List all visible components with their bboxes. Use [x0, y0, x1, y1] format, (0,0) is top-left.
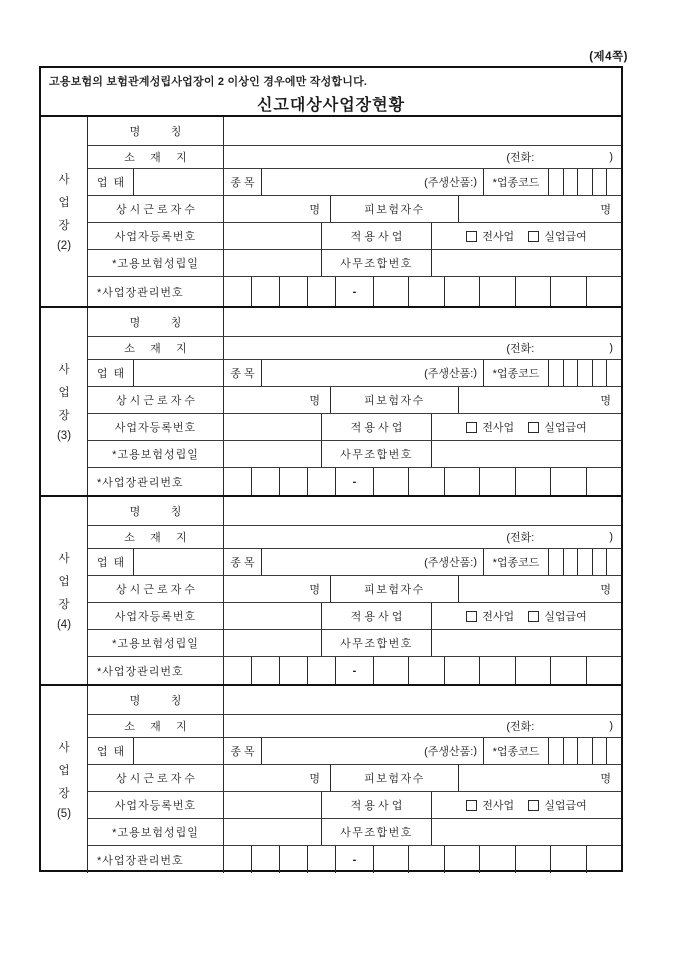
insured-count-input-cell[interactable] — [459, 576, 621, 602]
business-type-input-cell[interactable] — [134, 360, 224, 386]
mgmt-no-digit-cell[interactable] — [516, 277, 551, 306]
persons-unit-label: 명 — [600, 584, 611, 596]
worksite-section-rows — [88, 308, 621, 495]
mgmt-no-separator: - — [336, 277, 374, 306]
insured-count-input-cell[interactable] — [459, 765, 621, 791]
persons-unit-label: 명 — [309, 395, 320, 407]
industry-code-cells — [549, 738, 621, 764]
applied-business-options — [432, 792, 621, 818]
regular-workers-label: 상 시 근 로 자 수 — [88, 576, 224, 602]
mgmt-no-digit-cell[interactable] — [252, 468, 280, 495]
insurance-establish-date-input-cell[interactable] — [224, 630, 322, 656]
insurance-date-row — [88, 441, 621, 468]
registration-row — [88, 792, 621, 819]
mgmt-no-digit-cell[interactable] — [308, 468, 336, 495]
form-instruction-note: 고용보험의 보험관계성립사업장이 2 이상인 경우에만 작성합니다. — [49, 76, 368, 88]
mgmt-no-digit-cell[interactable] — [374, 657, 409, 684]
persons-unit-label: 명 — [309, 204, 320, 216]
main-product-label: (주생산품: — [424, 557, 474, 569]
checkbox-icon[interactable] — [466, 422, 477, 433]
unemployment-benefit-checkbox-label: 실업급여 — [544, 231, 587, 243]
mgmt-no-digit-cell[interactable] — [516, 657, 551, 684]
worksite-section-rows — [88, 686, 621, 873]
mgmt-no-digit-cell[interactable] — [480, 468, 515, 495]
office-union-no-input-cell[interactable] — [432, 819, 621, 845]
vertical-label-char: 사 — [58, 364, 70, 376]
mgmt-no-digit-cell[interactable] — [409, 846, 444, 873]
regular-workers-input-cell[interactable] — [224, 196, 331, 222]
main-product-close-paren: ) — [473, 745, 477, 757]
mgmt-no-digit-cell[interactable] — [445, 277, 480, 306]
vertical-label-char: 장 — [58, 410, 70, 422]
mgmt-no-digit-cell[interactable] — [280, 277, 308, 306]
checkbox-icon[interactable] — [466, 231, 477, 242]
phone-close-paren: ) — [609, 531, 613, 543]
vertical-label-char: 업 — [58, 576, 70, 588]
form-title: 신고대상사업장현황 — [256, 97, 406, 114]
all-business-checkbox[interactable] — [466, 797, 514, 813]
insured-count-label: 피보험자수 — [331, 196, 459, 222]
applied-business-options — [432, 603, 621, 629]
mgmt-no-digit-cell[interactable] — [480, 846, 515, 873]
worksite-section-vertical-label — [41, 686, 88, 873]
office-union-no-label: 사무조합번호 — [322, 441, 432, 467]
mgmt-no-digit-cell[interactable] — [587, 277, 621, 306]
mgmt-no-digit-cell[interactable] — [551, 468, 586, 495]
persons-unit-label: 명 — [309, 584, 320, 596]
industry-code-digit-cell[interactable] — [607, 549, 621, 575]
item-label: 종 목 — [224, 549, 262, 575]
checkbox-icon[interactable] — [528, 611, 539, 622]
mgmt-no-digit-cell[interactable] — [224, 277, 252, 306]
office-union-no-label: 사무조합번호 — [322, 819, 432, 845]
checkbox-icon[interactable] — [528, 231, 539, 242]
mgmt-no-digit-cell[interactable] — [445, 846, 480, 873]
phone-close-paren: ) — [609, 151, 613, 163]
mgmt-no-digit-cell[interactable] — [587, 846, 621, 873]
office-union-no-label: 사무조합번호 — [322, 250, 432, 276]
industry-code-label: *업종코드 — [484, 360, 549, 386]
industry-code-digit-cell[interactable] — [593, 738, 608, 764]
vertical-label-char: 장 — [58, 599, 70, 611]
mgmt-no-digit-cell[interactable] — [551, 657, 586, 684]
phone-label: (전화: — [506, 343, 535, 355]
industry-code-digit-cell[interactable] — [578, 169, 593, 195]
mgmt-no-digit-cell[interactable] — [308, 277, 336, 306]
business-type-input-cell[interactable] — [134, 738, 224, 764]
applied-business-label: 적 용 사 업 — [322, 223, 432, 249]
mgmt-no-digit-cell[interactable] — [224, 657, 252, 684]
vertical-label-char: 사 — [58, 553, 70, 565]
persons-unit-label: 명 — [309, 773, 320, 785]
regular-workers-input-cell[interactable] — [224, 387, 331, 413]
all-business-checkbox[interactable] — [466, 419, 514, 435]
industry-code-cells — [549, 360, 621, 386]
unemployment-benefit-checkbox[interactable] — [528, 419, 587, 435]
workers-row — [88, 576, 621, 603]
location-row — [88, 337, 621, 360]
main-product-input-cell[interactable] — [262, 360, 484, 386]
insurance-establish-date-label: *고용보험성립일 — [88, 630, 224, 656]
mgmt-no-digit-cell[interactable] — [551, 277, 586, 306]
worksite-section-vertical-label — [41, 497, 88, 684]
worksite-section — [41, 117, 621, 306]
management-number-row — [88, 657, 621, 684]
industry-code-digit-cell[interactable] — [549, 169, 564, 195]
industry-code-digit-cell[interactable] — [607, 738, 621, 764]
phone-close-paren: ) — [609, 342, 613, 354]
name-label: 명 칭 — [88, 117, 224, 145]
checkbox-icon[interactable] — [528, 422, 539, 433]
mgmt-no-cells — [374, 657, 621, 684]
applied-business-label: 적 용 사 업 — [322, 603, 432, 629]
all-business-checkbox-label: 전사업 — [482, 800, 515, 812]
vertical-label-char: 장 — [58, 788, 70, 800]
office-union-no-input-cell[interactable] — [432, 250, 621, 276]
name-input-cell[interactable] — [224, 686, 621, 714]
office-union-no-label: 사무조합번호 — [322, 630, 432, 656]
mgmt-no-digit-cell[interactable] — [374, 468, 409, 495]
business-type-input-cell[interactable] — [134, 549, 224, 575]
mgmt-no-cells — [374, 277, 621, 306]
main-product-input-cell[interactable] — [262, 738, 484, 764]
unemployment-benefit-checkbox[interactable] — [528, 797, 587, 813]
unemployment-benefit-checkbox-label: 실업급여 — [544, 800, 587, 812]
business-type-label: 업 태 — [88, 738, 134, 764]
name-input-cell[interactable] — [224, 117, 621, 145]
business-type-row — [88, 738, 621, 765]
location-row — [88, 715, 621, 738]
mgmt-no-digit-cell[interactable] — [252, 277, 280, 306]
worksite-section-rows — [88, 117, 621, 306]
applied-business-options — [432, 223, 621, 249]
mgmt-no-digit-cell[interactable] — [409, 657, 444, 684]
vertical-label-char: 장 — [58, 220, 70, 232]
industry-code-cells — [549, 169, 621, 195]
office-union-no-input-cell[interactable] — [432, 630, 621, 656]
vertical-label-char: 업 — [58, 197, 70, 209]
main-product-input-cell[interactable] — [262, 549, 484, 575]
worksite-section — [41, 306, 621, 495]
office-union-no-input-cell[interactable] — [432, 441, 621, 467]
insurance-date-row — [88, 250, 621, 277]
mgmt-no-digit-cell[interactable] — [587, 657, 621, 684]
site-mgmt-no-label: *사업장관리번호 — [88, 657, 224, 684]
mgmt-no-digit-cell[interactable] — [374, 846, 409, 873]
business-reg-no-label: 사업자등록번호 — [88, 603, 224, 629]
all-business-checkbox-label: 전사업 — [482, 231, 515, 243]
business-reg-no-input-cell[interactable] — [224, 414, 322, 440]
name-label: 명 칭 — [88, 308, 224, 336]
industry-code-digit-cell[interactable] — [593, 169, 608, 195]
main-product-input-cell[interactable] — [262, 169, 484, 195]
location-input-cell[interactable] — [224, 146, 621, 168]
business-reg-no-input-cell[interactable] — [224, 792, 322, 818]
mgmt-no-separator: - — [336, 657, 374, 684]
business-type-label: 업 태 — [88, 549, 134, 575]
location-input-cell[interactable] — [224, 715, 621, 737]
workers-row — [88, 196, 621, 223]
mgmt-no-digit-cell[interactable] — [445, 657, 480, 684]
name-label: 명 칭 — [88, 686, 224, 714]
management-number-row — [88, 277, 621, 306]
industry-code-digit-cell[interactable] — [593, 549, 608, 575]
industry-code-digit-cell[interactable] — [549, 549, 564, 575]
all-business-checkbox[interactable] — [466, 228, 514, 244]
phone-label: (전화: — [506, 532, 535, 544]
location-label: 소 재 지 — [88, 526, 224, 548]
business-reg-no-label: 사업자등록번호 — [88, 792, 224, 818]
worksite-section-number: (4) — [56, 619, 72, 631]
checkbox-icon[interactable] — [466, 800, 477, 811]
business-type-input-cell[interactable] — [134, 169, 224, 195]
insurance-establish-date-input-cell[interactable] — [224, 250, 322, 276]
insured-count-input-cell[interactable] — [459, 196, 621, 222]
insurance-establish-date-label: *고용보험성립일 — [88, 441, 224, 467]
item-label: 종 목 — [224, 169, 262, 195]
mgmt-no-cells — [374, 846, 621, 873]
name-row — [88, 117, 621, 146]
insurance-establish-date-label: *고용보험성립일 — [88, 250, 224, 276]
all-business-checkbox-label: 전사업 — [482, 422, 515, 434]
location-input-cell[interactable] — [224, 337, 621, 359]
main-product-label: (주생산품: — [424, 746, 474, 758]
mgmt-no-digit-cell[interactable] — [280, 846, 308, 873]
all-business-checkbox-label: 전사업 — [482, 611, 515, 623]
vertical-label-char: 사 — [58, 174, 70, 186]
persons-unit-label: 명 — [600, 204, 611, 216]
mgmt-no-digit-cell[interactable] — [374, 277, 409, 306]
insurance-establish-date-input-cell[interactable] — [224, 441, 322, 467]
industry-code-cells — [549, 549, 621, 575]
worksite-section-number: (3) — [56, 430, 72, 442]
mgmt-no-digit-cell[interactable] — [409, 468, 444, 495]
mgmt-no-digit-cell[interactable] — [280, 468, 308, 495]
insured-count-input-cell[interactable] — [459, 387, 621, 413]
name-label: 명 칭 — [88, 497, 224, 525]
business-type-row — [88, 169, 621, 196]
industry-code-digit-cell[interactable] — [564, 549, 579, 575]
location-label: 소 재 지 — [88, 337, 224, 359]
phone-close-paren: ) — [609, 720, 613, 732]
management-number-row — [88, 468, 621, 495]
industry-code-digit-cell[interactable] — [564, 738, 579, 764]
industry-code-label: *업종코드 — [484, 169, 549, 195]
name-input-cell[interactable] — [224, 308, 621, 336]
main-product-close-paren: ) — [473, 367, 477, 379]
site-mgmt-no-label: *사업장관리번호 — [88, 277, 224, 306]
name-row — [88, 686, 621, 715]
mgmt-no-digit-cell[interactable] — [480, 657, 515, 684]
unemployment-benefit-checkbox-label: 실업급여 — [544, 422, 587, 434]
worksite-section — [41, 684, 621, 873]
location-row — [88, 146, 621, 169]
name-input-cell[interactable] — [224, 497, 621, 525]
location-label: 소 재 지 — [88, 146, 224, 168]
insured-count-label: 피보험자수 — [331, 576, 459, 602]
mgmt-no-digit-cell[interactable] — [516, 468, 551, 495]
insurance-establish-date-label: *고용보험성립일 — [88, 819, 224, 845]
phone-label: (전화: — [506, 152, 535, 164]
item-label: 종 목 — [224, 360, 262, 386]
registration-row — [88, 223, 621, 250]
vertical-label-char: 사 — [58, 742, 70, 754]
mgmt-no-cells — [374, 468, 621, 495]
mgmt-no-digit-cell[interactable] — [252, 657, 280, 684]
mgmt-no-digit-cell[interactable] — [252, 846, 280, 873]
industry-code-digit-cell[interactable] — [593, 360, 608, 386]
location-row — [88, 526, 621, 549]
vertical-label-char: 업 — [58, 387, 70, 399]
mgmt-no-digit-cell[interactable] — [480, 277, 515, 306]
mgmt-no-digit-cell[interactable] — [551, 846, 586, 873]
mgmt-no-digit-cell[interactable] — [409, 277, 444, 306]
mgmt-no-separator: - — [336, 468, 374, 495]
main-product-label: (주생산품: — [424, 368, 474, 380]
main-product-close-paren: ) — [473, 556, 477, 568]
worksite-section-rows — [88, 497, 621, 684]
checkbox-icon[interactable] — [528, 800, 539, 811]
page-number-marker: (제4쪽) — [589, 51, 628, 63]
registration-row — [88, 603, 621, 630]
business-type-row — [88, 360, 621, 387]
mgmt-no-digit-cell[interactable] — [587, 468, 621, 495]
workers-row — [88, 387, 621, 414]
mgmt-no-digit-cell[interactable] — [224, 846, 252, 873]
industry-code-digit-cell[interactable] — [607, 169, 621, 195]
industry-code-digit-cell[interactable] — [564, 169, 579, 195]
mgmt-no-digit-cell[interactable] — [308, 846, 336, 873]
checkbox-icon[interactable] — [466, 611, 477, 622]
location-label: 소 재 지 — [88, 715, 224, 737]
business-reg-no-label: 사업자등록번호 — [88, 223, 224, 249]
business-type-label: 업 태 — [88, 360, 134, 386]
mgmt-no-digit-cell[interactable] — [280, 657, 308, 684]
industry-code-digit-cell[interactable] — [564, 360, 579, 386]
site-mgmt-no-label: *사업장관리번호 — [88, 468, 224, 495]
regular-workers-label: 상 시 근 로 자 수 — [88, 765, 224, 791]
industry-code-digit-cell[interactable] — [549, 738, 564, 764]
mgmt-no-digit-cell[interactable] — [516, 846, 551, 873]
mgmt-no-digit-cell[interactable] — [445, 468, 480, 495]
business-reg-no-input-cell[interactable] — [224, 223, 322, 249]
applied-business-label: 적 용 사 업 — [322, 414, 432, 440]
insurance-date-row — [88, 630, 621, 657]
mgmt-no-digit-cell[interactable] — [224, 468, 252, 495]
site-mgmt-no-label: *사업장관리번호 — [88, 846, 224, 873]
business-type-label: 업 태 — [88, 169, 134, 195]
worksite-section-number: (5) — [56, 808, 72, 820]
industry-code-digit-cell[interactable] — [578, 738, 593, 764]
persons-unit-label: 명 — [600, 395, 611, 407]
registration-row — [88, 414, 621, 441]
worksite-section-number: (2) — [56, 240, 72, 252]
unemployment-benefit-checkbox-label: 실업급여 — [544, 611, 587, 623]
item-label: 종 목 — [224, 738, 262, 764]
regular-workers-input-cell[interactable] — [224, 765, 331, 791]
industry-code-digit-cell[interactable] — [549, 360, 564, 386]
worksite-section — [41, 495, 621, 684]
industry-code-label: *업종코드 — [484, 738, 549, 764]
management-number-row — [88, 846, 621, 873]
workers-row — [88, 765, 621, 792]
applied-business-label: 적 용 사 업 — [322, 792, 432, 818]
worksite-section-vertical-label — [41, 308, 88, 495]
main-product-close-paren: ) — [473, 176, 477, 188]
insurance-date-row — [88, 819, 621, 846]
mgmt-no-digit-cell[interactable] — [308, 657, 336, 684]
regular-workers-input-cell[interactable] — [224, 576, 331, 602]
phone-label: (전화: — [506, 721, 535, 733]
worksite-section-vertical-label — [41, 117, 88, 306]
industry-code-digit-cell[interactable] — [607, 360, 621, 386]
unemployment-benefit-checkbox[interactable] — [528, 228, 587, 244]
business-type-row — [88, 549, 621, 576]
all-business-checkbox[interactable] — [466, 608, 514, 624]
industry-code-label: *업종코드 — [484, 549, 549, 575]
regular-workers-label: 상 시 근 로 자 수 — [88, 196, 224, 222]
regular-workers-label: 상 시 근 로 자 수 — [88, 387, 224, 413]
business-reg-no-input-cell[interactable] — [224, 603, 322, 629]
industry-code-digit-cell[interactable] — [578, 360, 593, 386]
main-product-label: (주생산품: — [424, 177, 474, 189]
applied-business-options — [432, 414, 621, 440]
name-row — [88, 308, 621, 337]
persons-unit-label: 명 — [600, 773, 611, 785]
mgmt-no-separator: - — [336, 846, 374, 873]
business-reg-no-label: 사업자등록번호 — [88, 414, 224, 440]
form-header — [41, 68, 621, 117]
vertical-label-char: 업 — [58, 765, 70, 777]
unemployment-benefit-checkbox[interactable] — [528, 608, 587, 624]
insured-count-label: 피보험자수 — [331, 387, 459, 413]
report-form-table — [39, 66, 623, 872]
insurance-establish-date-input-cell[interactable] — [224, 819, 322, 845]
industry-code-digit-cell[interactable] — [578, 549, 593, 575]
location-input-cell[interactable] — [224, 526, 621, 548]
insured-count-label: 피보험자수 — [331, 765, 459, 791]
name-row — [88, 497, 621, 526]
